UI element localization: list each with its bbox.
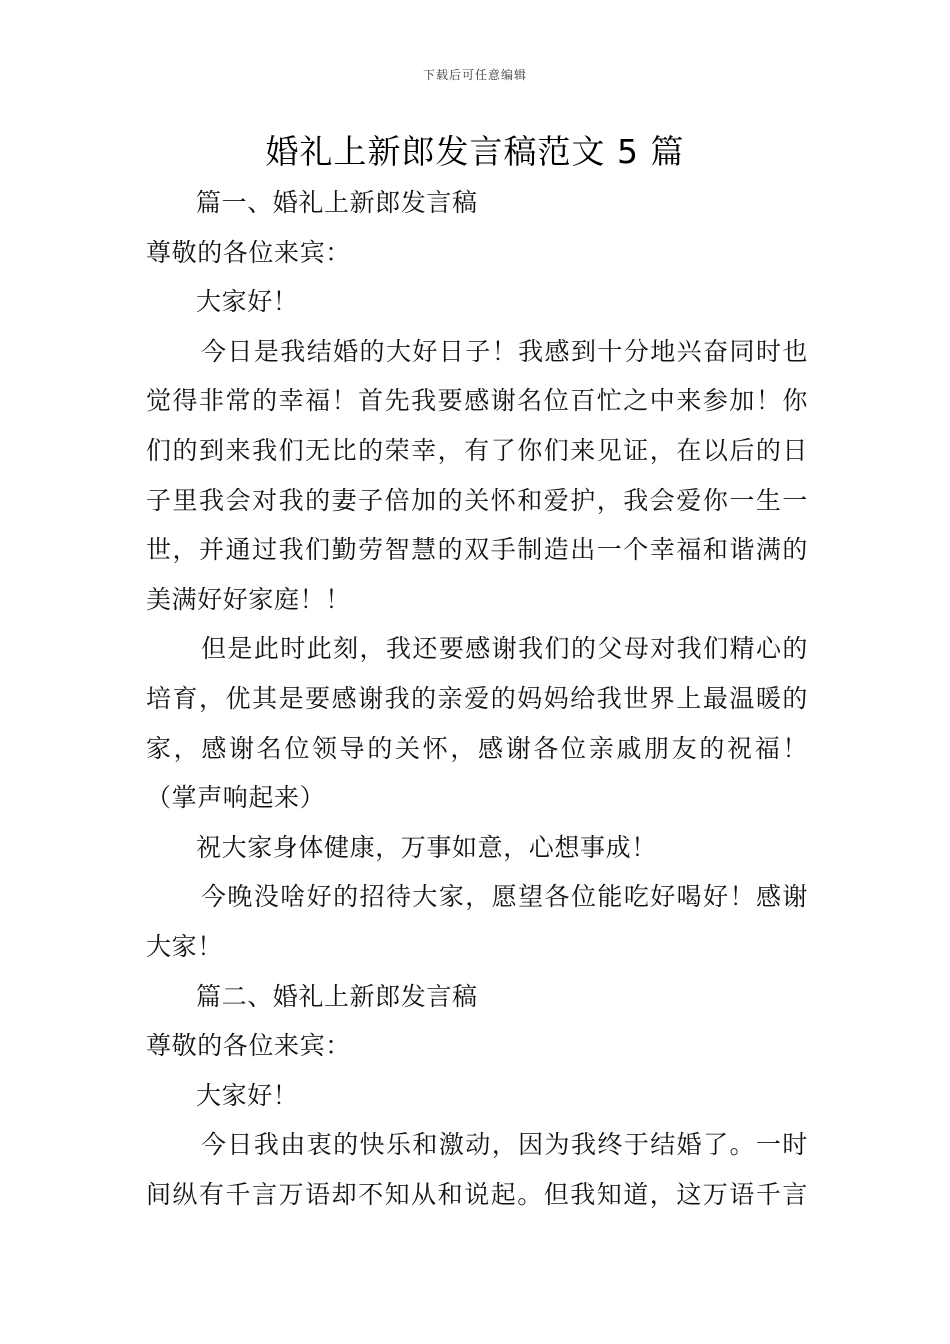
paragraph-line: 今日是我结婚的大好日子！我感到十分地兴奋同时也 (201, 336, 808, 366)
document-body (146, 178, 808, 1219)
paragraph-line: 家，感谢名位领导的关怀，感谢各位亲戚朋友的祝福！ (146, 733, 808, 763)
salutation: 尊敬的各位来宾： (146, 237, 351, 267)
document-title: 婚礼上新郎发言稿范文 5 篇 (265, 132, 685, 171)
header-note: 下载后可任意编辑 (422, 68, 527, 82)
greeting: 大家好！ (196, 287, 299, 317)
section-heading-1: 篇一、婚礼上新郎发言稿 (196, 188, 478, 217)
paragraph-line: 世，并通过我们勤劳智慧的双手制造出一个幸福和谐满的 (146, 535, 808, 565)
paragraph-line: 培育，优其是要感谢我的亲爱的妈妈给我世界上最温暖的 (146, 683, 808, 713)
paragraph-line: 觉得非常的幸福！首先我要感谢名位百忙之中来参加！你 (146, 386, 808, 416)
paragraph-line: 祝大家身体健康，万事如意，心想事成！ (196, 832, 657, 862)
paragraph-line: 们的到来我们无比的荣幸，有了你们来见证，在以后的日 (146, 435, 808, 465)
paragraph-line: 今晚没啥好的招待大家，愿望各位能吃好喝好！感谢 (201, 882, 808, 912)
paragraph-line: （掌声响起来） (146, 783, 326, 813)
paragraph-line: 美满好好家庭！！ (146, 584, 351, 614)
salutation: 尊敬的各位来宾： (146, 1031, 351, 1061)
paragraph-line: 今日我由衷的快乐和激动，因为我终于结婚了。一时 (201, 1130, 808, 1160)
paragraph-line: 子里我会对我的妻子倍加的关怀和爱护，我会爱你一生一 (146, 485, 808, 515)
paragraph-line: 大家！ (146, 931, 223, 961)
paragraph-line: 但是此时此刻，我还要感谢我们的父母对我们精心的 (201, 634, 808, 664)
paragraph-line: 间纵有千言万语却不知从和说起。但我知道，这万语千言 (146, 1179, 808, 1209)
section-heading-2: 篇二、婚礼上新郎发言稿 (196, 981, 478, 1011)
greeting: 大家好！ (196, 1080, 299, 1110)
